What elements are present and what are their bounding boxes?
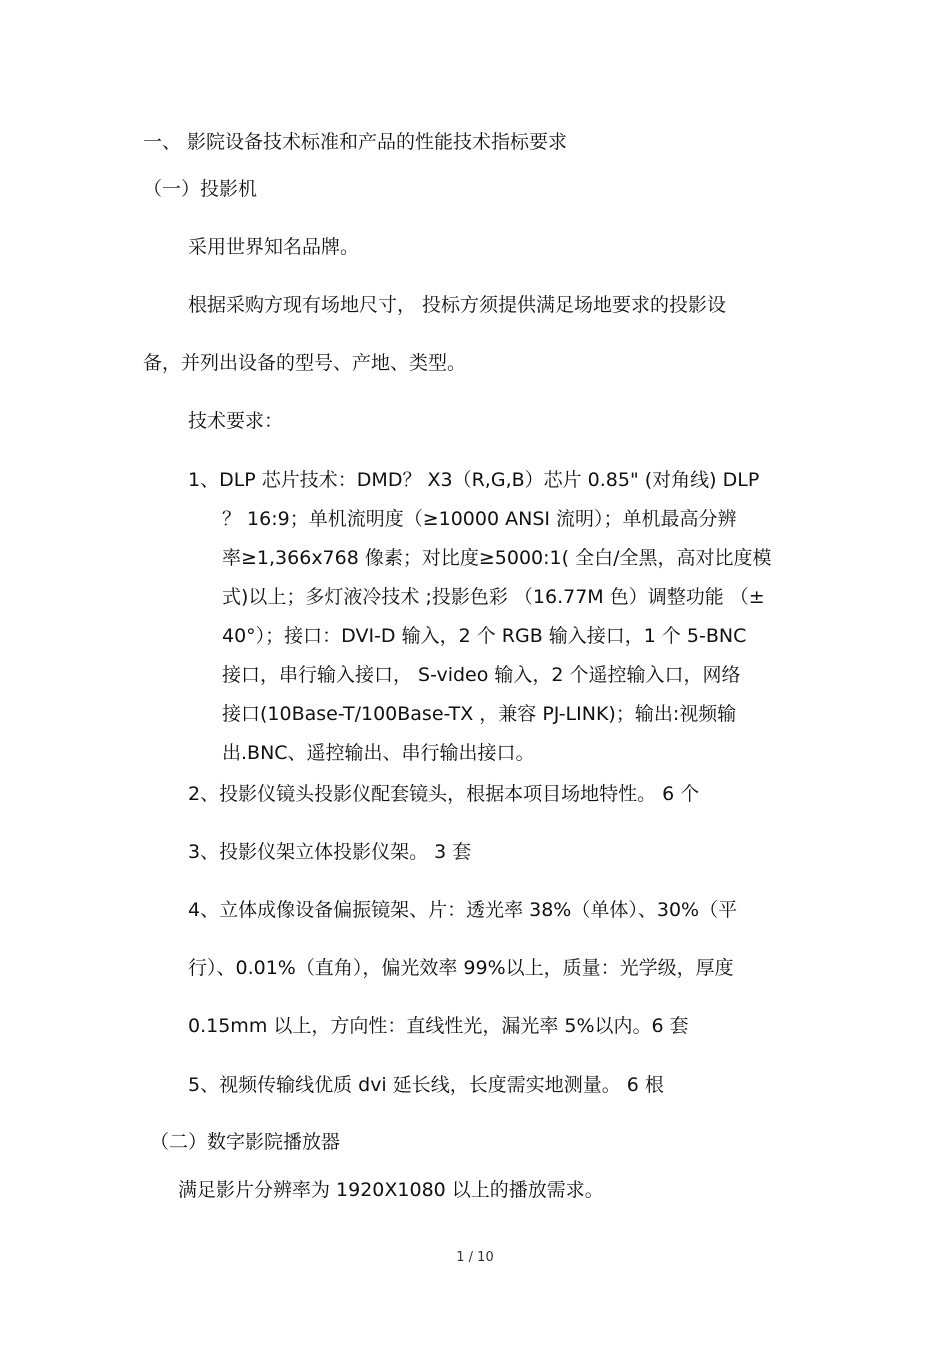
- item-1-line: 出.BNC、遥控输出、串行输出接口。: [222, 742, 535, 764]
- para-site-line-1: 根据采购方现有场地尺寸， 投标方须提供满足场地要求的投影设: [188, 294, 727, 316]
- section1-title: （一）投影机: [143, 178, 258, 200]
- item-1-line: ？ 16:9；单机流明度（≥10000 ANSI 流明）；单机最高分辨: [222, 508, 737, 530]
- item-1-line: 1、DLP 芯片技术：DMD？ X3（R,G,B）芯片 0.85" (对角线) DLP: [188, 469, 760, 491]
- page-number: 1 / 10: [456, 1250, 494, 1265]
- item-1-line: 率≥1,366x768 像素；对比度≥5000:1( 全白/全黑，高对比度模: [222, 547, 772, 569]
- item-4-line: 0.15mm 以上，方向性：直线性光，漏光率 5%以内。6 套: [188, 1015, 689, 1037]
- item-1-line: 式)以上；多灯液冷技术 ;投影色彩 （16.77M 色）调整功能 （±: [222, 586, 765, 608]
- para-player: 满足影片分辨率为 1920X1080 以上的播放需求。: [178, 1179, 604, 1201]
- para-site-line-2: 备，并列出设备的型号、产地、类型。: [143, 352, 467, 374]
- item-1-line: 40°）；接口：DVI-D 输入，2 个 RGB 输入接口，1 个 5-BNC: [222, 625, 747, 647]
- item-3: 3、投影仪架立体投影仪架。 3 套: [188, 841, 472, 863]
- item-5: 5、视频传输线优质 dvi 延长线，长度需实地测量。 6 根: [188, 1074, 664, 1096]
- item-1-line: 接口(10Base-T/100Base-TX ，兼容 PJ-LINK)；输出:视频输: [222, 703, 737, 725]
- item-4-line: 4、立体成像设备偏振镜架、片：透光率 38%（单体）、30%（平: [188, 899, 738, 921]
- item-1-line: 接口，串行输入接口， S-video 输入，2 个遥控输入口，网络: [222, 664, 741, 686]
- para-brand: 采用世界知名品牌。: [188, 236, 360, 258]
- section2-title: （二）数字影院播放器: [150, 1131, 341, 1153]
- doc-heading: 一、 影院设备技术标准和产品的性能技术指标要求: [143, 131, 568, 153]
- item-2: 2、投影仪镜头投影仪配套镜头，根据本项目场地特性。 6 个: [188, 783, 700, 805]
- tech-req-label: 技术要求：: [188, 410, 284, 432]
- item-4-line: 行）、0.01%（直角），偏光效率 99%以上，质量：光学级，厚度: [188, 957, 734, 979]
